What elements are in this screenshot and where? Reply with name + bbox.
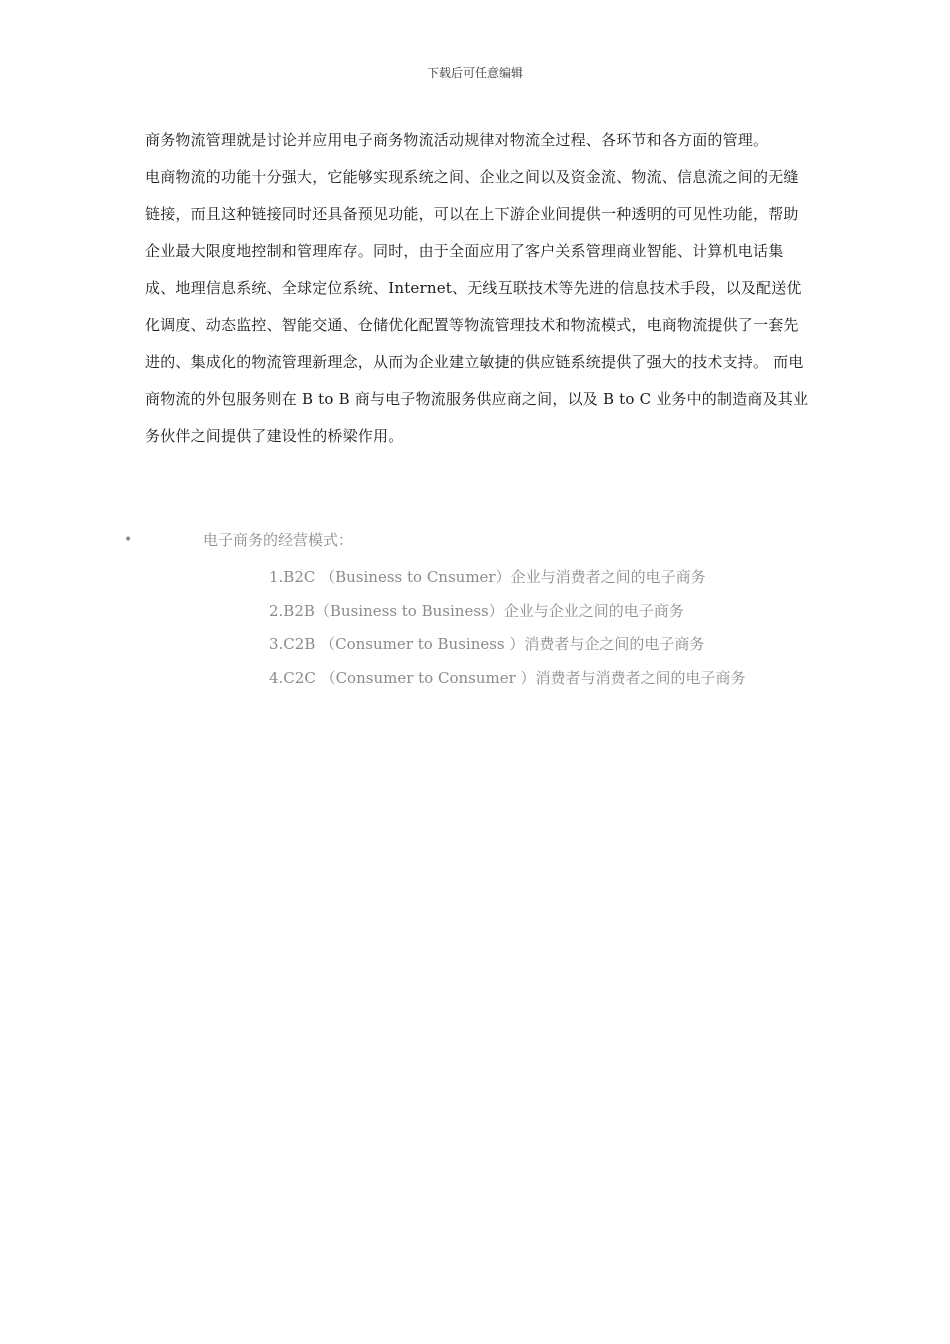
page-header: 下载后可任意编辑: [426, 66, 523, 80]
business-models-heading-row: [120, 527, 840, 553]
paragraph-ecommerce-logistics-functions: 电商物流的功能十分强大，它能够实现系统之间、企业之间以及资金流、物流、信息流之间的无缝链接，而且这种链接同时还具备预见功能，可以在上下游企业间提供一种透明的可见性功能，帮助企业最大限度地控制和管理库存。同时，由于全面应用了客户关系管理商业智能、计算机电话集成、地理信息系统、全球定位系统、Internet、无线互联技术等先进的信息技术手段，以及配送优化调度、动态监控、智能交通、仓储优化配置等物流管理技术和物流模式，电商物流提供了一套先进的、集成化的物流管理新理念，从而为企业建立敏捷的供应链系统提供了强大的技术支持。 而电商物流的外包服务则在 B to B 商与电子物流服务供应商之间，以及 B to C 业务中的制造商及其业务伙伴之间提供了建设性的桥梁作用。: [145, 168, 809, 445]
list-item-c2c: 4.C2C （Consumer to Consumer ）消费者与消费者之间的电子商务: [269, 668, 746, 687]
business-models-heading: 电子商务的经营模式：: [203, 531, 354, 549]
document-body: [145, 122, 809, 455]
list-item-b2c: 1.B2C （Business to Cnsumer）企业与消费者之间的电子商务: [269, 568, 706, 586]
business-models-list: [120, 561, 840, 695]
list-item-b2b: 2.B2B（Business to Business）企业与企业之间的电子商务: [269, 601, 684, 620]
bullet-icon: •: [124, 532, 133, 548]
paragraph-logistics-management: 商务物流管理就是讨论并应用电子商务物流活动规律对物流全过程、各环节和各方面的管理。: [145, 131, 769, 149]
business-models-section: [120, 527, 840, 695]
list-item-c2b: 3.C2B （Consumer to Business ）消费者与企之间的电子商务: [269, 635, 705, 653]
